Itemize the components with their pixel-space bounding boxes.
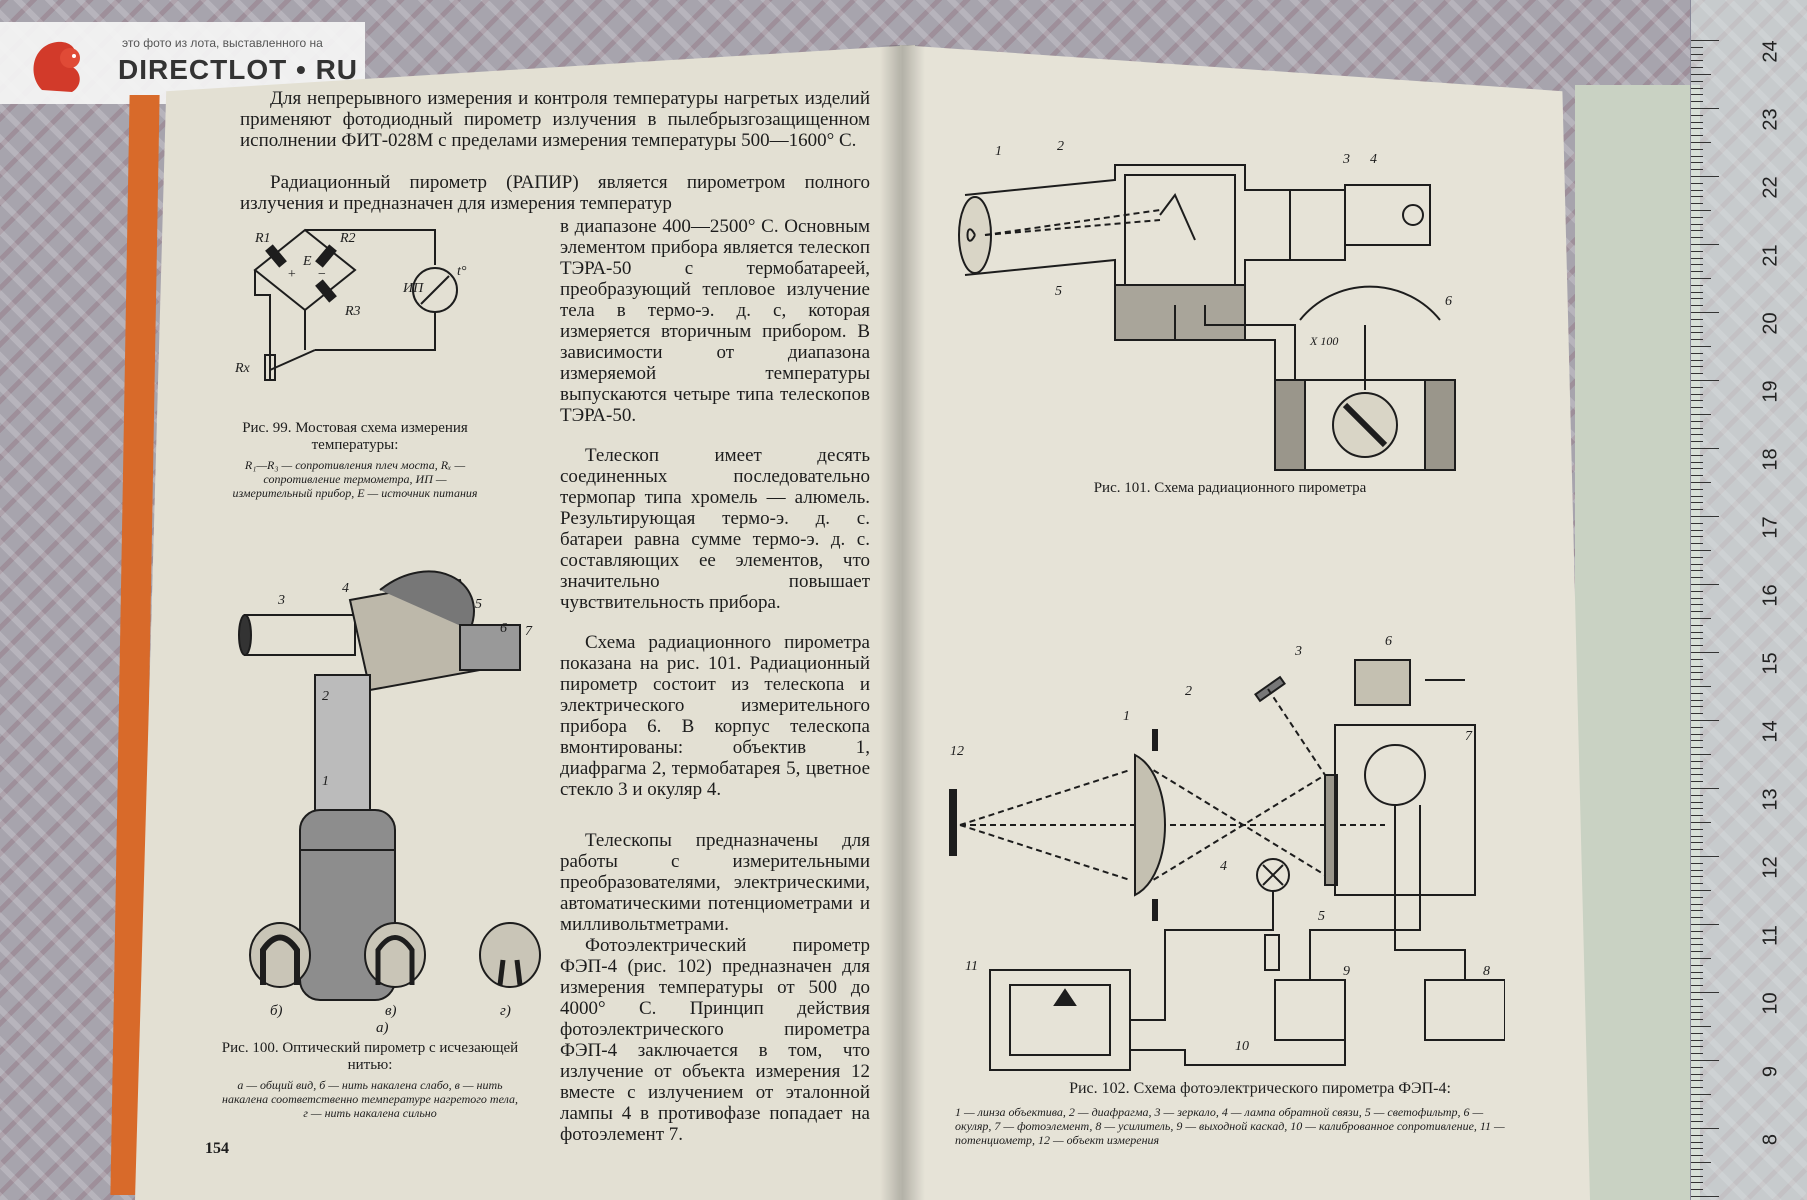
ruler-tick [1691, 774, 1703, 775]
fig101-radiation-pyrometer-diagram [945, 135, 1465, 475]
watermark-caption: это фото из лота, выставленного на [122, 36, 323, 50]
ruler-tick [1691, 659, 1703, 660]
fig102-label-4: 4 [1220, 859, 1227, 874]
ruler-tick [1691, 108, 1719, 109]
ruler-tick [1691, 278, 1711, 279]
ruler-tick [1691, 149, 1703, 150]
ruler-tick [1691, 455, 1703, 456]
ruler-tick [1691, 1114, 1703, 1115]
ruler-number: 16 [1759, 584, 1782, 607]
ruler-tick [1691, 475, 1703, 476]
ruler-tick [1691, 489, 1703, 490]
ruler-tick [1691, 1080, 1703, 1081]
ruler-tick [1691, 842, 1703, 843]
fig102-label-10: 10 [1235, 1039, 1249, 1054]
ruler-tick [1691, 958, 1711, 959]
ruler-tick [1691, 876, 1703, 877]
ruler-tick [1691, 679, 1703, 680]
ruler-tick [1691, 944, 1703, 945]
ruler-tick [1691, 360, 1703, 361]
ruler-tick [1691, 1162, 1711, 1163]
ruler-tick [1691, 312, 1719, 313]
fig100-caption: Рис. 100. Оптический пирометр с исчезающей нитью: [221, 1040, 519, 1073]
ruler-tick [1691, 965, 1703, 966]
ruler-tick [1691, 686, 1711, 687]
fig100-label-a: а) [376, 1020, 389, 1036]
fig101-label-3: 3 [1343, 152, 1350, 167]
ruler-tick [1691, 536, 1703, 537]
paragraph-fep4: Фотоэлектрический пирометр ФЭП-4 (рис. 102) предназначен для измерения температуры от 500 до 4000° С. Принцип действия фотоэлектрического пирометра ФЭП-4 заключается в том, что излучение от объекта измерения 12 вместе с излучением от эталонной лампы 4 в противофазе попадает на фотоэлемент 7. [560, 935, 870, 1145]
ruler-number: 12 [1759, 856, 1782, 879]
ruler-tick [1691, 128, 1703, 129]
fig99-caption: Рис. 99. Мостовая схема измерения температуры: [242, 420, 468, 453]
ruler-tick [1691, 706, 1703, 707]
ruler-tick [1691, 482, 1711, 483]
ruler-tick [1691, 1121, 1703, 1122]
ruler-tick [1691, 237, 1703, 238]
ruler-tick [1691, 632, 1703, 633]
ruler-tick [1691, 169, 1703, 170]
ruler-tick [1691, 394, 1703, 395]
ruler-tick [1691, 400, 1703, 401]
ruler-number: 23 [1759, 108, 1782, 131]
ruler-tick [1691, 1067, 1703, 1068]
ruler-tick [1691, 516, 1719, 517]
ruler-tick [1691, 244, 1719, 245]
ruler-tick [1691, 761, 1703, 762]
ruler-tick [1691, 1135, 1703, 1136]
ruler-tick [1691, 448, 1719, 449]
ruler-tick [1691, 183, 1703, 184]
fig99-legend: R₁—R₃ — сопротивления плеч моста, Rₓ — сопротивление термометра, ИП — измерительный прибор, E — источник питания [232, 458, 478, 500]
ruler-tick [1691, 700, 1703, 701]
ruler-tick [1691, 1182, 1703, 1183]
ruler-tick [1691, 910, 1703, 911]
ruler-tick [1691, 1033, 1703, 1034]
ruler-tick [1691, 564, 1703, 565]
ruler-tick [1691, 380, 1719, 381]
ruler-number: 24 [1759, 40, 1782, 63]
ruler-tick [1691, 625, 1703, 626]
ruler-tick [1691, 788, 1719, 789]
label-r1: R1 [255, 231, 271, 246]
ruler-tick [1691, 217, 1703, 218]
ruler-tick [1691, 176, 1719, 177]
ruler-tick [1691, 754, 1711, 755]
ruler-number: 10 [1759, 992, 1782, 1015]
ruler-tick [1691, 1101, 1703, 1102]
ruler-tick [1691, 584, 1719, 585]
ruler-tick [1691, 795, 1703, 796]
ruler-tick [1691, 543, 1703, 544]
fig100-label-2: 2 [322, 689, 329, 704]
fig100-label-6: 6 [500, 621, 507, 636]
label-e: E [303, 254, 312, 269]
ruler-tick [1691, 122, 1703, 123]
fig99-bridge-circuit [235, 220, 485, 410]
ruler-tick [1691, 720, 1719, 721]
label-ip: ИП [403, 281, 424, 296]
ruler-tick [1691, 271, 1703, 272]
ruler-tick [1691, 407, 1703, 408]
fig102-label-2: 2 [1185, 684, 1192, 699]
label-rx: Rx [235, 361, 250, 376]
ruler-tick [1691, 1169, 1703, 1170]
ruler-tick [1691, 740, 1703, 741]
ruler-tick [1691, 1094, 1711, 1095]
ruler-tick [1691, 904, 1703, 905]
fig102-fep4-diagram [945, 625, 1505, 1075]
book-gutter [880, 45, 925, 1200]
ruler-tick [1691, 47, 1703, 48]
fig100-label-4: 4 [342, 581, 349, 596]
ruler-number: 20 [1759, 312, 1782, 335]
fig102-label-8: 8 [1483, 964, 1490, 979]
ruler-tick [1691, 924, 1719, 925]
paragraph-radiation-scheme: Схема радиационного пирометра показана на рис. 101. Радиационный пирометр состоит из телескопа и электрического измерительного прибора 6. В корпус телескопа вмонтированы: объектив 1, диафрагма 2, термобатарея 5, цветное стекло 3 и окуляр 4. [560, 632, 870, 800]
ruler-tick [1691, 366, 1703, 367]
ruler-tick [1691, 822, 1711, 823]
ruler-tick [1691, 1148, 1703, 1149]
ruler-tick [1691, 938, 1703, 939]
ruler-tick [1691, 618, 1711, 619]
ruler-tick [1691, 502, 1703, 503]
ruler-tick [1691, 747, 1703, 748]
fig100-label-g: г) [500, 1003, 511, 1019]
fig101-caption: Рис. 101. Схема радиационного пирометра [1093, 480, 1367, 496]
ruler-tick [1691, 897, 1703, 898]
ruler-tick [1691, 1074, 1703, 1075]
ruler-tick [1691, 196, 1703, 197]
ruler-tick [1691, 577, 1703, 578]
ruler-tick [1691, 332, 1703, 333]
ruler-tick [1691, 836, 1703, 837]
fig102-label-11: 11 [965, 959, 978, 974]
ruler-tick [1691, 591, 1703, 592]
ruler-number: 14 [1759, 720, 1782, 743]
ruler-tick [1691, 373, 1703, 374]
ruler [1690, 0, 1807, 1200]
ruler-tick [1691, 1040, 1703, 1041]
ruler-tick [1691, 434, 1703, 435]
fig100-label-v: в) [385, 1003, 397, 1019]
ruler-tick [1691, 60, 1703, 61]
ruler-tick [1691, 88, 1703, 89]
ruler-tick [1691, 81, 1703, 82]
ruler-number: 15 [1759, 652, 1782, 675]
ruler-tick [1691, 883, 1703, 884]
fig101-label-6: 6 [1445, 294, 1452, 309]
ruler-tick [1691, 1006, 1703, 1007]
ruler-tick [1691, 1019, 1703, 1020]
ruler-tick [1691, 210, 1711, 211]
ruler-tick [1691, 598, 1703, 599]
ruler-tick [1691, 203, 1703, 204]
label-plus: + [287, 267, 297, 282]
ruler-tick [1691, 1026, 1711, 1027]
ruler-tick [1691, 781, 1703, 782]
ruler-tick [1691, 734, 1703, 735]
fig102-label-12: 12 [950, 744, 964, 759]
ruler-tick [1691, 978, 1703, 979]
page-number: 154 [205, 1140, 229, 1157]
ruler-tick [1691, 992, 1719, 993]
ruler-tick [1691, 1087, 1703, 1088]
ruler-tick [1691, 672, 1703, 673]
ruler-tick [1691, 1196, 1719, 1197]
ruler-tick [1691, 468, 1703, 469]
ruler-tick [1691, 305, 1703, 306]
ruler-number: 8 [1759, 1133, 1782, 1146]
ruler-number: 11 [1759, 925, 1782, 946]
fig102-label-7: 7 [1465, 729, 1472, 744]
ruler-tick [1691, 856, 1719, 857]
ruler-number: 17 [1759, 516, 1782, 539]
ruler-tick [1691, 1155, 1703, 1156]
ruler-tick [1691, 931, 1703, 932]
label-r3: R3 [345, 304, 361, 319]
ruler-number: 19 [1759, 380, 1782, 403]
ruler-tick [1691, 115, 1703, 116]
ruler-tick [1691, 713, 1703, 714]
fig102-label-3: 3 [1295, 644, 1302, 659]
ruler-tick [1691, 530, 1703, 531]
ruler-tick [1691, 1189, 1703, 1190]
ruler-tick [1691, 292, 1703, 293]
label-minus: − [317, 267, 327, 282]
ruler-tick [1691, 557, 1703, 558]
ruler-tick [1691, 353, 1703, 354]
ruler-tick [1691, 645, 1703, 646]
ruler-tick [1691, 972, 1703, 973]
ruler-tick [1691, 1060, 1719, 1061]
ruler-tick [1691, 285, 1703, 286]
fig101-label-1: 1 [995, 144, 1002, 159]
ruler-tick [1691, 570, 1703, 571]
ruler-tick [1691, 985, 1703, 986]
ruler-number: 21 [1759, 244, 1782, 267]
ruler-tick [1691, 693, 1703, 694]
ruler-tick [1691, 346, 1711, 347]
ruler-tick [1691, 1108, 1703, 1109]
ruler-tick [1691, 162, 1703, 163]
ruler-tick [1691, 604, 1703, 605]
paragraph-telescopes-purpose: Телескопы предназначены для работы с измерительными преобразователями, электрическими, автоматическими потенциометрами и милливольтметрами. [560, 830, 870, 935]
squirrel-logo-icon [22, 30, 112, 100]
ruler-tick [1691, 326, 1703, 327]
ruler-tick [1691, 870, 1703, 871]
paragraph-telescope: Телескоп имеет десять соединенных последовательно термопар типа хромель — алюмель. Результирующая термо-э. д. с. батареи равна сумме термо-э. д. с. составляющих ее элементов, что значительно повышает чувствительность прибора. [560, 445, 870, 613]
fig102-label-1: 1 [1123, 709, 1130, 724]
ruler-tick [1691, 258, 1703, 259]
label-t: t° [457, 264, 467, 279]
ruler-number: 13 [1759, 788, 1782, 811]
ruler-tick [1691, 999, 1703, 1000]
ruler-tick [1691, 40, 1719, 41]
label-r2: R2 [340, 231, 356, 246]
ruler-tick [1691, 421, 1703, 422]
ruler-tick [1691, 1053, 1703, 1054]
paragraph-rapir-body: в диапазоне 400—2500° С. Основным элементом прибора является телескоп ТЭРА-50 с термобатареей, преобразующий тепловое излучение тела в термо-э. д. с, которая измеряется вторичным прибором. В зависимости от диапазона измеряемой температуры выпускаются четыре типа телескопов ТЭРА-50. [560, 216, 870, 426]
fig101-label-2: 2 [1057, 139, 1064, 154]
ruler-tick [1691, 1012, 1703, 1013]
fig101-label-4: 4 [1370, 152, 1377, 167]
fig100-label-5: 5 [475, 597, 482, 612]
fig100-label-3: 3 [278, 593, 285, 608]
ruler-tick [1691, 917, 1703, 918]
watermark-logo-text: DIRECTLOT • RU [118, 54, 359, 85]
ruler-tick [1691, 156, 1703, 157]
fig102-label-5: 5 [1318, 909, 1325, 924]
ruler-tick [1691, 441, 1703, 442]
ruler-tick [1691, 428, 1703, 429]
ruler-tick [1691, 1142, 1703, 1143]
ruler-number: 9 [1759, 1065, 1782, 1078]
ruler-tick [1691, 802, 1703, 803]
paragraph-rapir-intro: Радиационный пирометр (РАПИР) является пирометром полного излучения и предназначен для измерения температур [240, 172, 870, 214]
ruler-tick [1691, 611, 1703, 612]
ruler-tick [1691, 101, 1703, 102]
ruler-tick [1691, 808, 1703, 809]
ruler-tick [1691, 414, 1711, 415]
fig102-legend: 1 — линза объектива, 2 — диафрагма, 3 — зеркало, 4 — лампа обратной связи, 5 — светофильтр, 6 — окуляр, 7 — фотоэлемент, 8 — усилитель, 9 — выходной каскад, 10 — калиброванное сопротивление, 11 — потенциометр, 12 — объект измерения [955, 1105, 1505, 1147]
ruler-tick [1691, 652, 1719, 653]
fig102-label-9: 9 [1343, 964, 1350, 979]
ruler-tick [1691, 666, 1703, 667]
fig102-label-6: 6 [1385, 634, 1392, 649]
fig102-caption: Рис. 102. Схема фотоэлектрического пирометра ФЭП-4: [1069, 1080, 1451, 1097]
ruler-tick [1691, 550, 1711, 551]
book-cover-right [1575, 85, 1700, 1200]
fig100-label-b: б) [270, 1003, 283, 1019]
ruler-tick [1691, 849, 1703, 850]
ruler-tick [1691, 523, 1703, 524]
ruler-tick [1691, 339, 1703, 340]
fig100-label-1: 1 [322, 774, 329, 789]
fig101-scale-label: X 100 [1310, 334, 1339, 348]
ruler-tick [1691, 509, 1703, 510]
ruler-tick [1691, 54, 1703, 55]
ruler-number: 22 [1759, 176, 1782, 199]
ruler-tick [1691, 768, 1703, 769]
fig100-legend: а — общий вид, б — нить накалена слабо, в — нить накалена соответственно температуре нагретого тела, г — нить накалена сильно [221, 1078, 518, 1120]
ruler-tick [1691, 890, 1711, 891]
ruler-tick [1691, 142, 1711, 143]
ruler-number: 18 [1759, 448, 1782, 471]
ruler-tick [1691, 319, 1703, 320]
ruler-tick [1691, 387, 1703, 388]
ruler-tick [1691, 67, 1703, 68]
ruler-tick [1691, 1128, 1719, 1129]
ruler-tick [1691, 829, 1703, 830]
ruler-tick [1691, 224, 1703, 225]
paragraph-fit-028m: Для непрерывного измерения и контроля температуры нагретых изделий применяют фотодиодный пирометр излучения в пылебрызгозащищенном исполнении ФИТ-028М с пределами измерения температуры 500—1600° С. [240, 88, 870, 151]
ruler-tick [1691, 462, 1703, 463]
ruler-tick [1691, 815, 1703, 816]
ruler-tick [1691, 94, 1703, 95]
ruler-tick [1691, 496, 1703, 497]
ruler-tick [1691, 298, 1703, 299]
ruler-tick [1691, 1176, 1703, 1177]
ruler-tick [1691, 190, 1703, 191]
ruler-tick [1691, 638, 1703, 639]
fig100-label-7: 7 [525, 624, 532, 639]
fig101-label-5: 5 [1055, 284, 1062, 299]
ruler-tick [1691, 1046, 1703, 1047]
ruler-tick [1691, 264, 1703, 265]
ruler-tick [1691, 74, 1711, 75]
ruler-tick [1691, 251, 1703, 252]
ruler-tick [1691, 135, 1703, 136]
fig100-filament-views [245, 915, 545, 1030]
ruler-tick [1691, 863, 1703, 864]
ruler-tick [1691, 230, 1703, 231]
ruler-tick [1691, 727, 1703, 728]
ruler-tick [1691, 951, 1703, 952]
